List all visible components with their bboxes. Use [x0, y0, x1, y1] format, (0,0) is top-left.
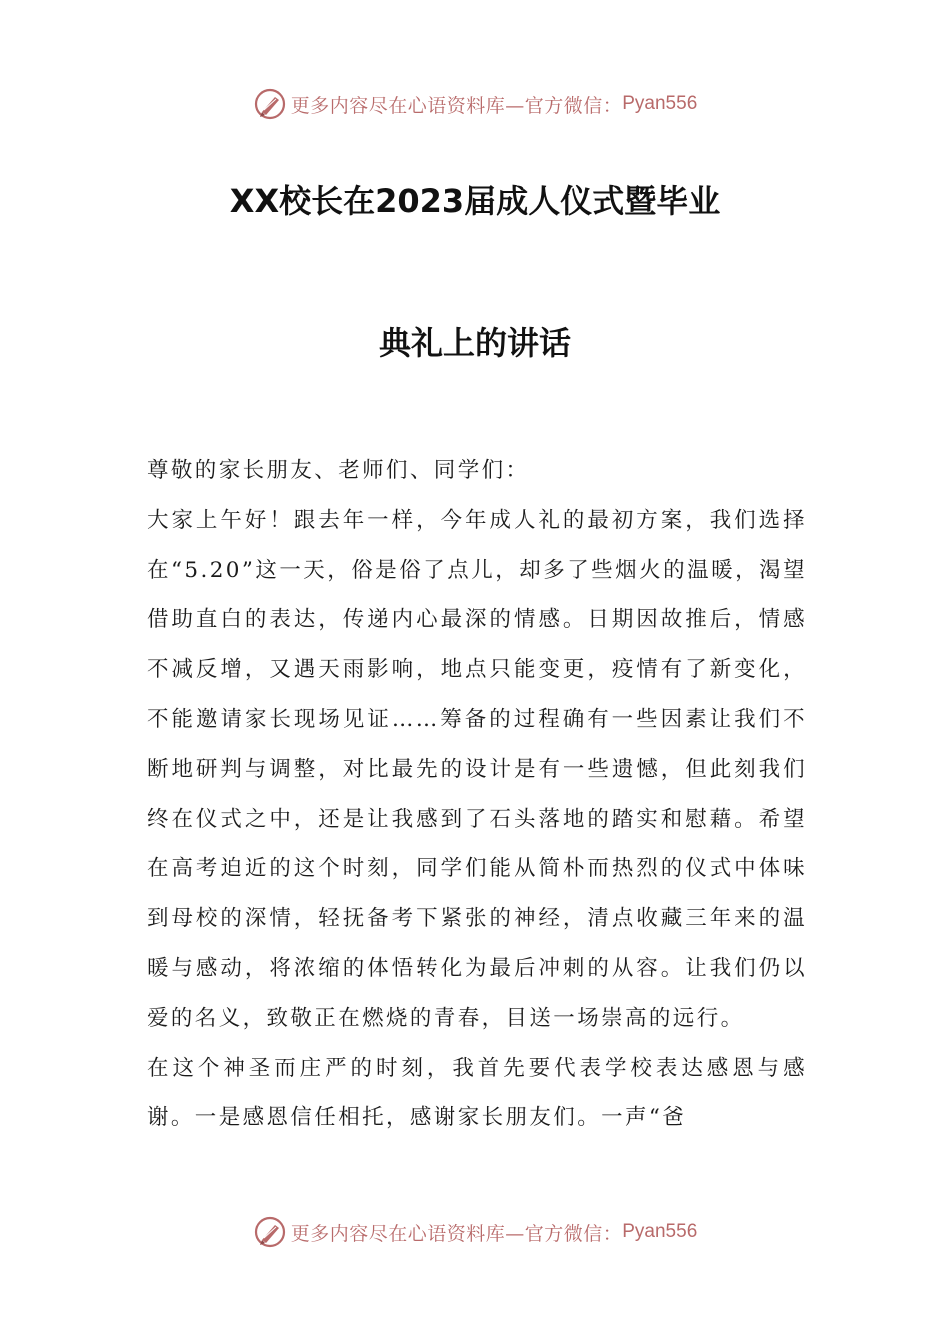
watermark-banner-bottom	[0, 1212, 950, 1252]
wechat-id: Pyan556	[622, 1221, 698, 1242]
document-body	[147, 446, 807, 1143]
watermark-text: 更多内容尽在心语资料库—官方微信：	[290, 94, 623, 117]
pen-nib-icon	[253, 87, 287, 121]
document-title-line-2: 典礼上的讲话	[378, 324, 571, 362]
paragraph: 在这个神圣而庄严的时刻，我首先要代表学校表达感恩与感谢。一是感恩信任相托，感谢家长朋友们。一声“爸	[147, 1055, 807, 1131]
wechat-id: Pyan556	[622, 93, 698, 114]
document-title-line-1: XX校长在2023届成人仪式暨毕业	[229, 182, 721, 220]
watermark-text: 更多内容尽在心语资料库—官方微信：	[290, 1222, 623, 1245]
pen-nib-icon	[253, 1215, 287, 1249]
paragraph: 大家上午好！跟去年一样，今年成人礼的最初方案，我们选择在“5.20”这一天，俗是俗了点儿，却多了些烟火的温暖，渴望借助直白的表达，传递内心最深的情感。日期因故推后，情感不减反增，又遇天雨影响，地点只能变更，疫情有了新变化，不能邀请家长现场见证……筹备的过程确有一些因素让我们不断地研判与调整，对比最先的设计是有一些遗憾，但此刻我们终在仪式之中，还是让我感到了石头落地的踏实和慰藉。希望在高考迫近的这个时刻，同学们能从简朴而热烈的仪式中体味到母校的深情，轻抚备考下紧张的神经，清点收藏三年来的温暖与感动，将浓缩的体悟转化为最后冲刺的从容。让我们仍以爱的名义，致敬正在燃烧的青春，目送一场崇高的远行。	[147, 507, 807, 1031]
watermark-banner-top	[0, 84, 950, 124]
salutation: 尊敬的家长朋友、老师们、同学们：	[147, 458, 530, 483]
